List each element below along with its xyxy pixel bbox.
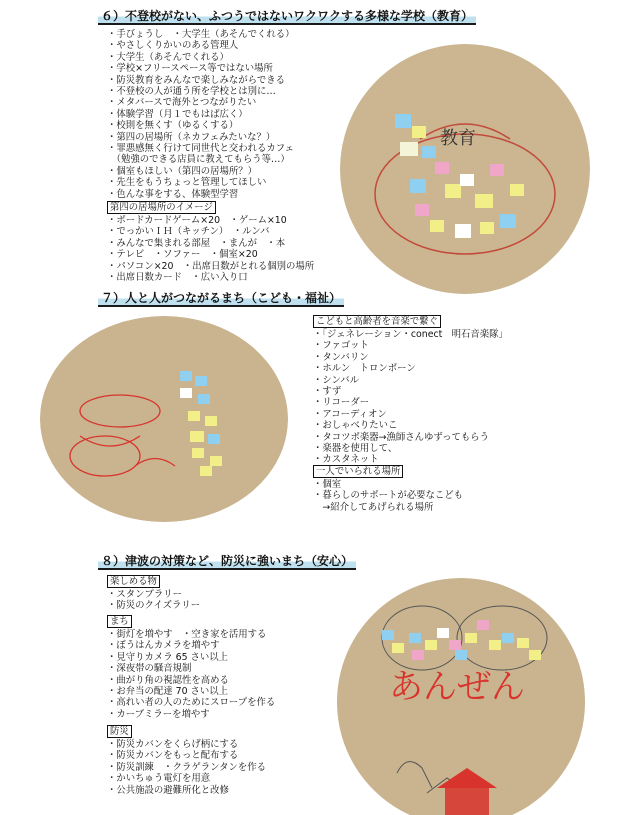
section8-subheading1: 楽しめる物 (107, 576, 160, 588)
list-item: ・出席日数カード ・広い入り口 (107, 272, 248, 284)
list-item: ・「ジェネレーション・conect 明石音楽隊」 (313, 329, 508, 340)
list-item: ・防災のクイズラリー (107, 600, 201, 612)
section8-photo (337, 578, 585, 815)
list-item: ・シンバル (313, 374, 359, 386)
list-item: ・カスタネット (313, 454, 379, 466)
list-item: ・アコーディオン (313, 408, 387, 420)
section6-photo (340, 44, 590, 294)
section8-title (96, 553, 358, 569)
list-item: ・個室もほしい（第四の居場所？） (107, 165, 258, 177)
list-item: ・街灯を増やす ・空き家を活用する (107, 629, 267, 640)
list-item: ・みんなで集まれる部屋 ・まんが ・本 (107, 237, 286, 249)
list-item: ・体験学習（月１でもはば広く） (107, 108, 248, 120)
list-item: ・カーブミラーを増やす (107, 708, 210, 720)
list-item: ・先生をもうちょっと管理してほしい (107, 177, 267, 189)
list-item: ・タコツボ楽器→漁師さんゆずってもらう (313, 431, 490, 443)
section7-title (96, 290, 346, 306)
section8-photo-text: あんぜん (389, 667, 525, 707)
section7-subheading1: こどもと高齢者を音楽で繋ぐ (313, 316, 441, 328)
section6-title (96, 8, 478, 24)
list-item: ・高れい者の人のためにスロープを作る (107, 697, 276, 709)
list-item: ・防災カバンをもっと配布する (107, 750, 239, 762)
list-item: ・第四の居場所（ネカフェみたいな？） (107, 131, 276, 143)
list-item: ・暮らしのサポートが必要なこども (313, 490, 464, 502)
section8-subheading3: 防災 (107, 726, 132, 738)
list-item: ・すず (313, 386, 342, 398)
list-item: ・メタバースで海外とつながりたい (107, 97, 257, 109)
list-item: ・タンバリン (313, 351, 369, 363)
list-item: ・公共施設の避難所化と改修 (107, 784, 229, 796)
list-item: ・かいちゅう電灯を用意 (107, 773, 211, 785)
list-item: ・防災カバンをくらげ柄にする (107, 739, 239, 750)
section8-subheading2: まち (107, 616, 132, 628)
section6-list (107, 29, 295, 200)
list-item: ・大学生（あそんでくれる） (107, 51, 229, 63)
list-item: ・おしゃべりたいこ (313, 420, 398, 432)
list-item: ・ぼうはんカメラを増やす (107, 640, 220, 652)
list-item: ・楽器を使用して、 (313, 443, 398, 455)
list-item: （勉強のできる店員に教えてもらう等…） (107, 154, 290, 166)
section6-title-text: ６）不登校がない、ふつうではないワクワクする多様な学校（教育） (98, 9, 476, 25)
section7-title-text: ７）人と人がつながるまち（こども・福祉） (98, 291, 344, 307)
list-item: ・手びょうし ・大学生（あそんでくれる） (107, 29, 295, 40)
list-item: ・テレビ ・ソファー ・個室×20 (107, 249, 258, 261)
list-item: ・個室 (313, 479, 342, 490)
list-item: ・やさしくりかいのある管理人 (107, 40, 239, 52)
list-item: ・見守りカメラ 65 さい以上 (107, 651, 229, 663)
list-item: ・スタンプラリー (107, 589, 183, 600)
list-item: ・校則を無くす（ゆるくする） (107, 120, 239, 132)
list-item: ・お弁当の配達 70 さい以上 (107, 686, 229, 698)
list-item: ・深夜帯の騒音規制 (107, 663, 192, 675)
list-item: ・防災訓練 ・クラゲランタンを作る (107, 761, 267, 773)
section6-photo-label: 教育 (440, 128, 476, 149)
section8-title-text: ８）津波の対策など、防災に強いまち（安心） (98, 554, 356, 570)
section8-list2 (107, 629, 275, 720)
list-item: ・防災教育をみんなで楽しみながらできる (107, 74, 286, 86)
list-item: ・リコーダー (313, 397, 370, 409)
section8-list3 (107, 739, 266, 796)
section7-photo (40, 316, 288, 522)
section6-subheading: 第四の居場所のイメージ (107, 202, 216, 214)
list-item: ・曲がり角の視認性を高める (107, 674, 229, 686)
list-item: ・パソコン×20 ・出席日数がとれる個別の場所 (107, 260, 315, 272)
list-item: ・学校×フリースペース等ではない場所 (107, 63, 273, 75)
list-item: ・でっかいＩＨ（キッチン） ・ルンバ (107, 226, 270, 238)
list-item: ・罪悪感無く行けて同世代と交われるカフェ (107, 143, 295, 155)
list-item: ・ファゴット (313, 340, 369, 352)
section6-sublist (107, 215, 314, 283)
list-item: ・不登校の人が通う所を学校とは別に… (107, 86, 276, 98)
list-item: →紹介してあげられる場所 (313, 501, 434, 513)
list-item: ・ボードカードゲーム×20 ・ゲーム×10 (107, 215, 287, 226)
list-item: ・色んな事をする、体験型学習 (107, 188, 239, 200)
list-item: ・ホルン トロンボーン (313, 363, 416, 375)
section8-list1 (107, 589, 200, 612)
section7-list1 (313, 329, 508, 466)
section7-list2 (313, 479, 463, 513)
section7-subheading2: 一人でいられる場所 (313, 466, 403, 478)
